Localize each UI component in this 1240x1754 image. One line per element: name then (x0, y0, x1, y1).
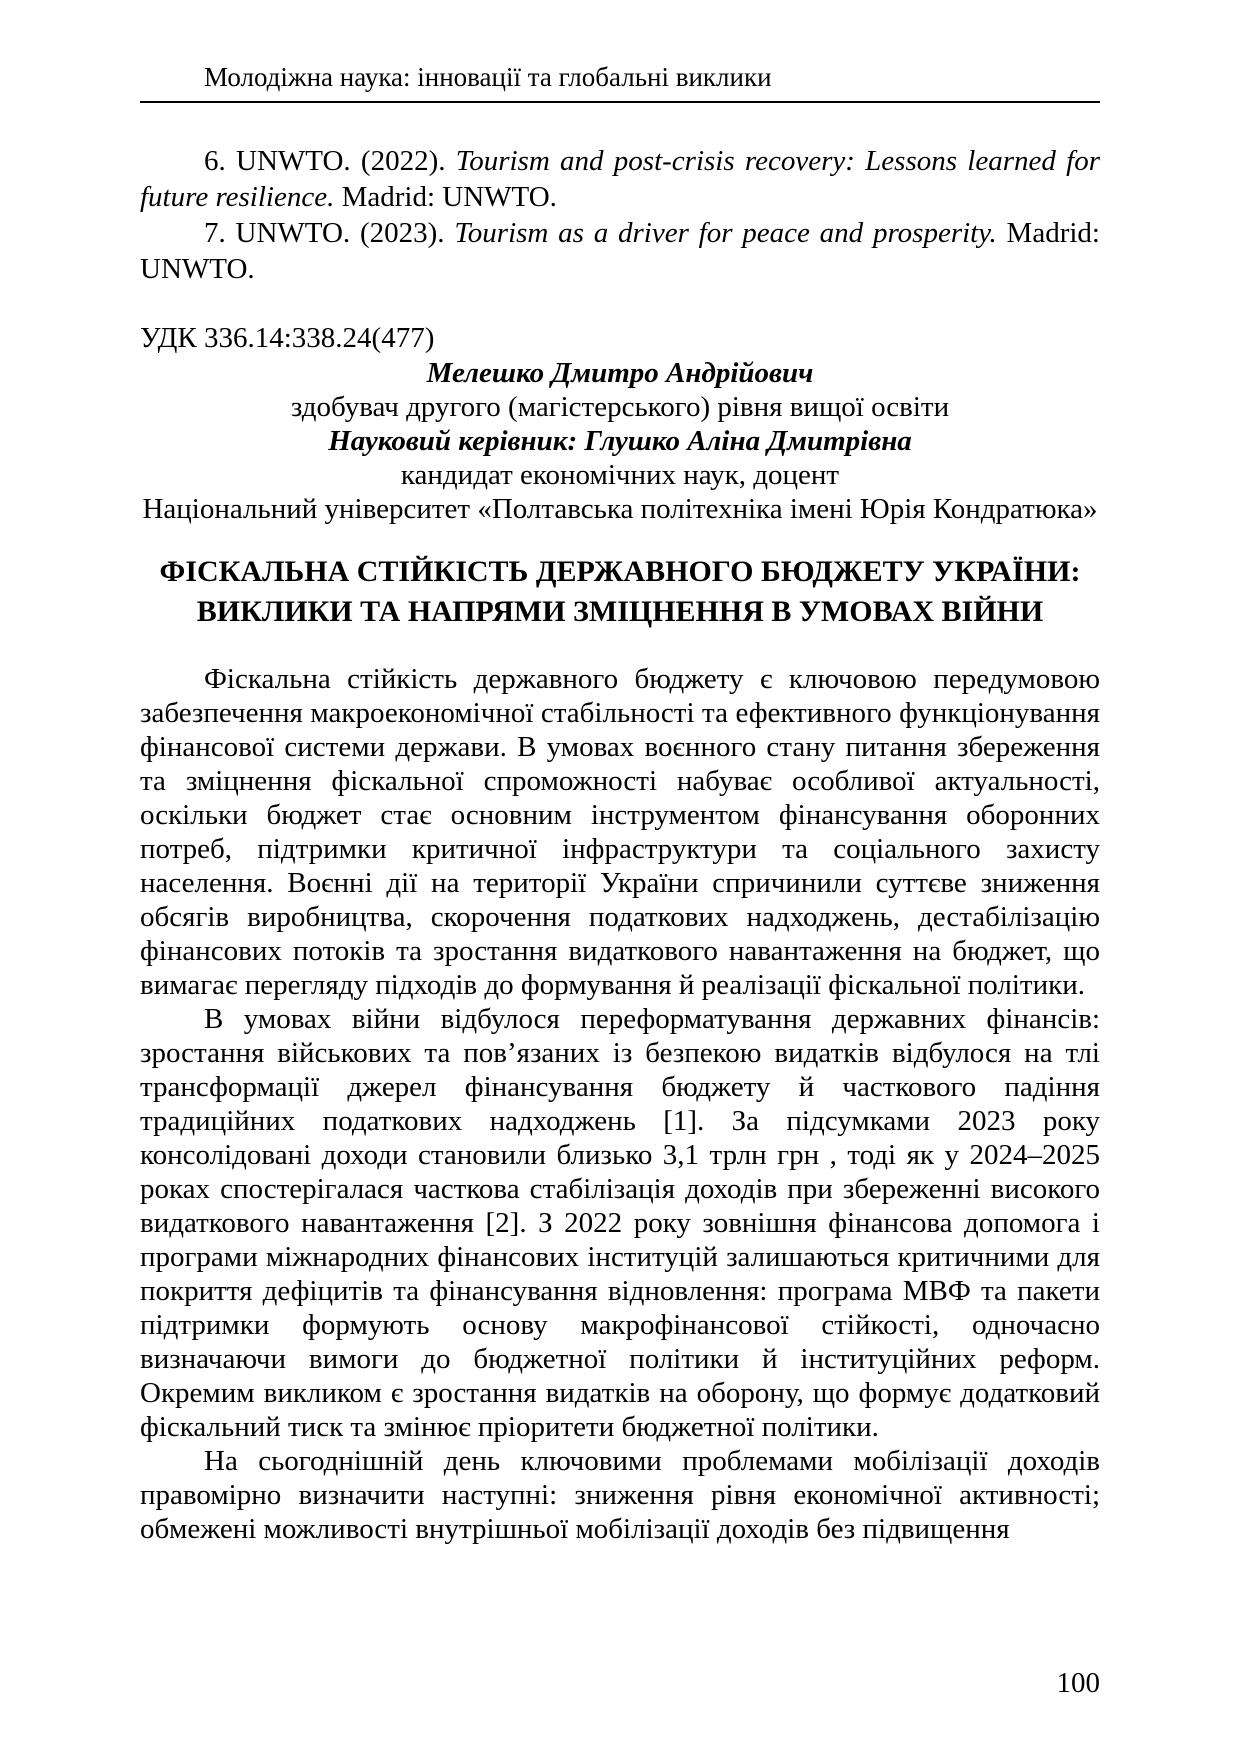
reference-title-italic: Tourism as a driver for peace and prosperity. (454, 217, 997, 249)
supervisor-name: Науковий керівник: Глушко Аліна Дмитрівна (328, 425, 912, 457)
supervisor-title: кандидат економічних наук, доцент (400, 459, 840, 491)
page-number: 100 (1056, 1667, 1100, 1699)
running-header-text: Молодіжна наука: інновації та глобальні виклики (204, 62, 772, 92)
running-header (140, 60, 1100, 103)
article-title: ФІСКАЛЬНА СТІЙКІСТЬ ДЕРЖАВНОГО БЮДЖЕТУ УКРАЇНИ: ВИКЛИКИ ТА НАПРЯМИ ЗМІЦНЕННЯ В УМОВАХ ВІЙНИ (159, 555, 1081, 628)
reference-prefix: 7. UNWTO. (2023). (204, 217, 455, 249)
reference-item-7 (140, 215, 1100, 287)
author-name: Мелешко Дмитро Андрійович (426, 357, 814, 389)
reference-item-6 (140, 143, 1100, 215)
article-body (140, 662, 1100, 1546)
reference-suffix: Madrid: UNWTO. (140, 217, 1100, 285)
references-list (140, 143, 1100, 287)
udc-code: УДК 336.14:338.24(477) (140, 322, 435, 354)
body-paragraph-2: В умовах війни відбулося переформатування державних фінансів: зростання військових та пов’язаних із безпекою видатків відбулося на тлі трансформації джерел фінансування бюджету й часткового падіння традиційних податкових надходжень [1]. За підсумками 2023 року консолідовані доходи становили близько 3,1 трлн грн , тоді як у 2024–2025 роках спостерігалася часткова стабілізація доходів при збереженні високого видаткового навантаження [2]. З 2022 року зовнішня фінансова допомога і програми міжнародних фінансових інституцій залишаються критичними для покриття дефіцитів та фінансування відновлення: програма МВФ та пакети підтримки формують основу макрофінансової стійкості, одночасно визначаючи вимоги до бюджетної політики й інституційних реформ. Окремим викликом є зростання видатків на оборону, що формує додатковий фіскальний тиск та змінює пріоритети бюджетної політики. (140, 1003, 1100, 1443)
author-block (140, 356, 1100, 526)
reference-title-italic: Tourism and post-crisis recovery: Lessons learned for future resilience. (140, 145, 1100, 213)
reference-prefix: 6. UNWTO. (2022). (204, 145, 456, 177)
body-paragraph-1: Фіскальна стійкість державного бюджету є ключовою передумовою забезпечення макроекономічної стабільності та ефективного функціонування фінансової системи держави. В умовах воєнного стану питання збереження та зміцнення фіскальної спроможності набуває особливої актуальності, оскільки бюджет стає основним інструментом фінансування оборонних потреб, підтримки критичної інфраструктури та соціального захисту населення. Воєнні дії на території України спричинили суттєве зниження обсягів виробництва, скорочення податкових надходжень, дестабілізацію фінансових потоків та зростання видаткового навантаження на бюджет, що вимагає перегляду підходів до формування й реалізації фіскальної політики. (140, 663, 1100, 1001)
header-rule (140, 101, 1100, 103)
author-degree: здобувач другого (магістерського) рівня вищої освіти (290, 391, 950, 423)
reference-suffix: Madrid: UNWTO. (334, 181, 557, 213)
affiliation: Національний університет «Полтавська політехніка імені Юрія Кондратюка» (142, 493, 1098, 525)
body-paragraph-3: На сьогоднішній день ключовими проблемами мобілізації доходів правомірно визначити наступні: зниження рівня економічної активності; обмежені можливості внутрішньої мобілізації доходів без підвищення (140, 1445, 1100, 1545)
